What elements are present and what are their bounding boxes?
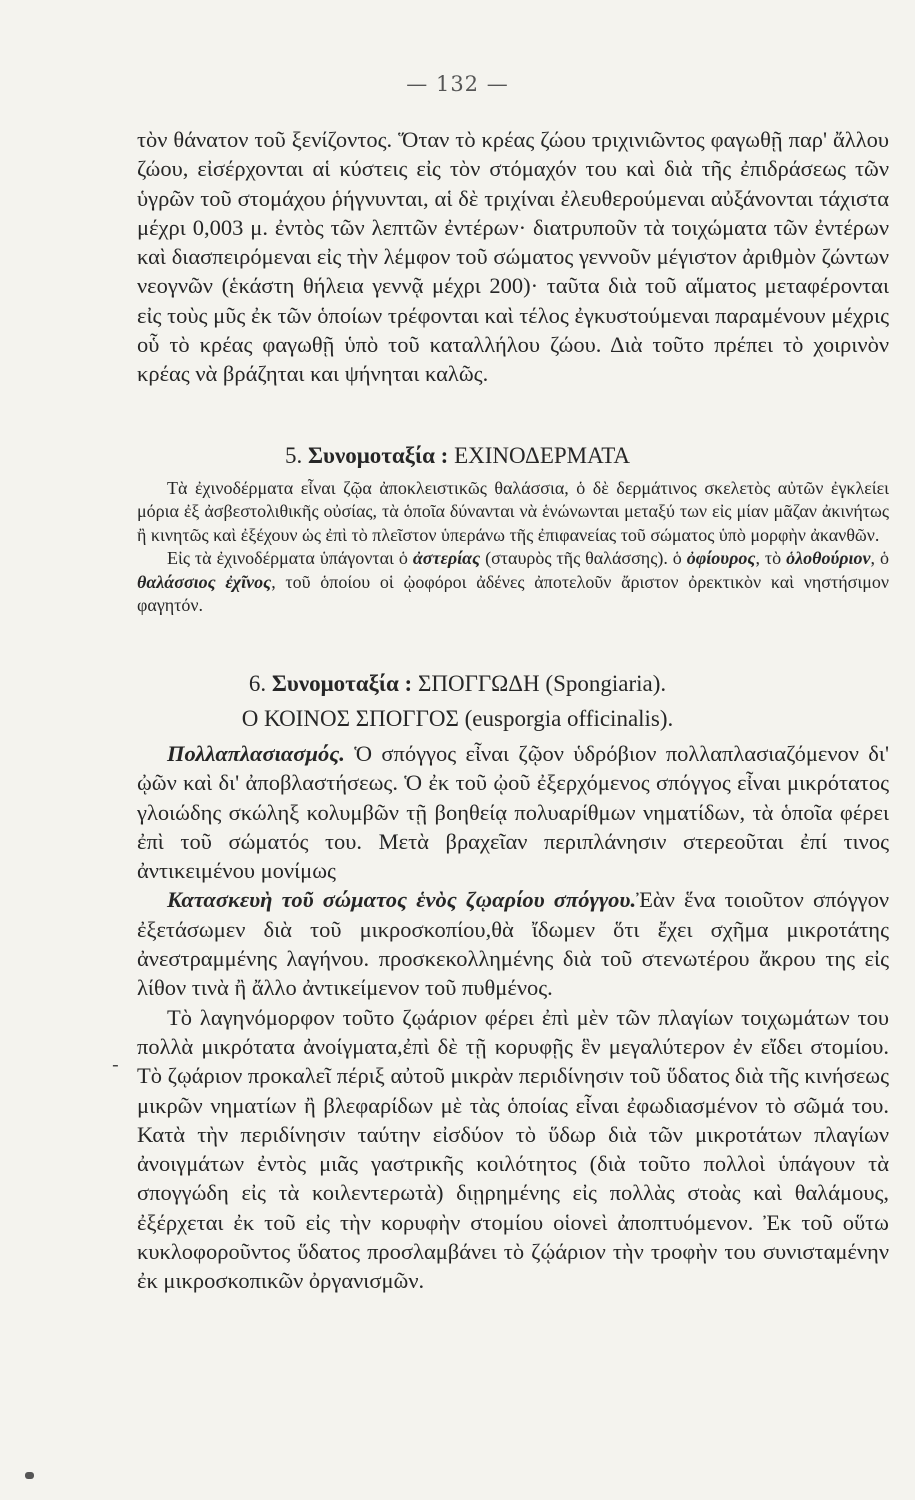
section-5-title: ΕΧΙΝΟΔΕΡΜΑΤΑ	[454, 443, 631, 468]
section-5-label: Συνομοταξία :	[307, 443, 449, 468]
echinoderm-paragraph-2	[137, 547, 889, 617]
section-5-heading	[0, 443, 915, 469]
section-6-number: 6.	[248, 671, 267, 696]
term-ophiuros: ὀφίουρος	[686, 548, 756, 569]
construction-heading: Κατασκευὴ τοῦ σώματος ἑνὸς ζῳαρίου σπόγγου.	[167, 887, 637, 913]
term-asterias: ἀστερίας	[412, 548, 481, 569]
sponge-subtitle: Ο ΚΟΙΝΟΣ ΣΠΟΓΓΟΣ (eusporgia officinalis).	[241, 706, 674, 731]
text-run: , τὸ	[755, 548, 787, 569]
construction-text: Ἐὰν ἕνα τοιοῦτον σπόγγον ἐξετάσωμεν διὰ τοῦ μικροσκοπίου,θὰ ἴδωμεν ὅτι ἔχει σχῆμα μικροτάτης ἀνεστραμμένης λαγήνου. προσκεκολλημένης διὰ τοῦ στενωτέρου ἄκρου της εἰς λίθον τινὰ ἢ ἄλλο ἀντικείμενον τοῦ πυθμένος.	[137, 887, 889, 1001]
text-run: (σταυρὸς τῆς θαλάσσης). ὁ	[480, 548, 687, 569]
multiplication-paragraph	[137, 739, 889, 885]
echinoderm-paragraph-1: Τὰ ἐχινοδέρματα εἶναι ζῷα ἀποκλειστικῶς θαλάσσια, ὁ δὲ δερμάτινος σκελετὸς αὐτῶν ἐγκλείει μόρια ἐξ ἀσβεστολιθικῆς οὐσίας, τὰ ὁποῖα δύνανται νὰ ἑνώνωνται μεταξύ των εἰς μίαν μᾶζαν ἀκινήτως ἢ κινητῶς καὶ ἐξέχουν ὡς ἐπὶ τὸ πλεῖστον ὑπεράνω τῆς ἐπιφανείας τοῦ σώματος ὑπὸ μορφὴν ἀκανθῶν.	[137, 478, 889, 545]
section-6-title: ΣΠΟΓΓΩΔΗ (Spongiaria).	[417, 671, 667, 696]
text-run: , τοῦ ὁποίου οἱ ᾠοφόροι ἀδένες ἀποτελοῦν ἄριστον ὀρεκτικὸν καὶ νηστήσιμον φαγητόν.	[137, 571, 889, 616]
margin-mark: -	[112, 1052, 119, 1076]
paragraph-trichina	[137, 125, 889, 389]
section-6-heading	[0, 671, 915, 697]
ink-spot	[25, 1472, 34, 1479]
sponge-structure-paragraph: Τὸ λαγηνόμορφον τοῦτο ζῳάριον φέρει ἐπὶ μὲν τῶν πλαγίων τοιχωμάτων του πολλὰ μικρότατα ἀνοίγματα,ἐπὶ δὲ τῇ κορυφῇς ἓν μεγαλύτερον ἐν εἴδει στομίου. Τὸ ζῳάριον προκαλεῖ πέριξ αὐτοῦ μικρὰν περιδίνησιν τοῦ ὕδατος διὰ τῆς κινήσεως μικρῶν νηματίων ἢ βλεφαρίδων μὲ τὰς ὁποίας εἶναι ἐφωδιασμένον τὸ σῶμά του. Κατὰ τὴν περιδίνησιν ταύτην εἰσδύον τὸ ὕδωρ διὰ τῶν μικροτάτων πλαγίων ἀνοιγμάτων ἐντὸς μιᾶς γαστρικῆς κοιλότητος (διὰ τοῦτο πολλοὶ ὑπάγουν τὰ σπογγώδη εἰς τὰ κοιλεντερωτὰ) διῃρημένης εἰς πολλὰς στοὰς καὶ θαλάμους, ἐξέρχεται ἐκ τοῦ εἰς τὴν κορυφὴν στομίου οἱονεὶ ἀποπτυόμενον. Ἐκ τοῦ οὕτω κυκλοφοροῦντος ὕδατος προσλαμβάνει τὸ ζῴάριον τὴν τροφὴν του συνισταμένην ἐκ μικροσκοπικῶν ὀργανισμῶν.	[137, 1004, 889, 1294]
multiplication-heading: Πολλαπλασιασμός.	[167, 741, 345, 766]
section-6-label: Συνομοταξία :	[271, 671, 413, 696]
term-sea-urchin: θαλάσσιος ἐχῖνος	[137, 571, 272, 592]
multiplication-text: Ὁ σπόγγος εἶναι ζῷον ὑδρόβιον πολλαπλασιαζόμενον δι' ᾠῶν καὶ δι' ἀποβλαστήσεως. Ὁ ἐκ τοῦ ᾠοῦ ἐξερχόμενος σπόγγος εἶναι μικρότατος γλοιώδης σκώληξ κολυμβῶν τῇ βοηθείᾳ πολυαρίθμων νηματίδων, τὰ ὁποῖα φέρει ἐπὶ τοῦ σώματός του. Μετὰ βραχεῖαν περιπλάνησιν στερεοῦται ἐπί τινος ἀντικειμένου μονίμως	[137, 741, 889, 884]
term-holothourion: ὁλοθούριον	[786, 548, 871, 569]
paragraph-trichina-text: τὸν θάνατον τοῦ ξενίζοντος. Ὅταν τὸ κρέας ζώου τριχινιῶντος φαγωθῇ παρ' ἄλλου ζώου, εἰσέρχονται αἱ κύστεις εἰς τὸν στόμαχόν του καὶ διὰ τῆς ἐπιδράσεως τῶν ὑγρῶν τοῦ στομάχου ῥήγνυνται, αἱ δὲ τριχίναι ἐλευθερούμεναι αὐξάνονται τάχιστα μέχρι 0,003 μ. ἐντὸς τῶν λεπτῶν ἐντέρων· διατρυποῦν τὰ τοιχώματα τῶν ἐντέρων καὶ διασπειρόμεναι εἰς τὴν λέμφον τοῦ σώματος γεννοῦν μέγιστον ἀριθμὸν ζώντων νεογνῶν (ἑκάστη θήλεια γεννᾷ μέχρι 200)· ταῦτα διὰ τοῦ αἵματος μεταφέρονται εἰς τοὺς μῦς ἐκ τῶν ὁποίων τρέφονται καὶ τέλος ἐγκυστούμεναι παραμένουν μέχρις οὗ τὸ κρέας φαγωθῇ ὑπὸ τοῦ καταλλήλου ζώου. Διὰ τοῦτο πρέπει τὸ χοιρινὸν κρέας νὰ βράζηται και ψήνηται καλῶς.	[137, 127, 889, 387]
text-run: Εἰς τὰ ἐχινοδέρματα ὑπάγονται ὁ	[167, 548, 413, 569]
page-number: — 132 —	[406, 72, 509, 96]
section-5-number: 5.	[284, 443, 303, 468]
echinoderm-block	[137, 477, 889, 617]
construction-paragraph	[137, 885, 889, 1002]
text-run: , ὁ	[870, 548, 890, 569]
sponge-text-block	[137, 739, 889, 1296]
